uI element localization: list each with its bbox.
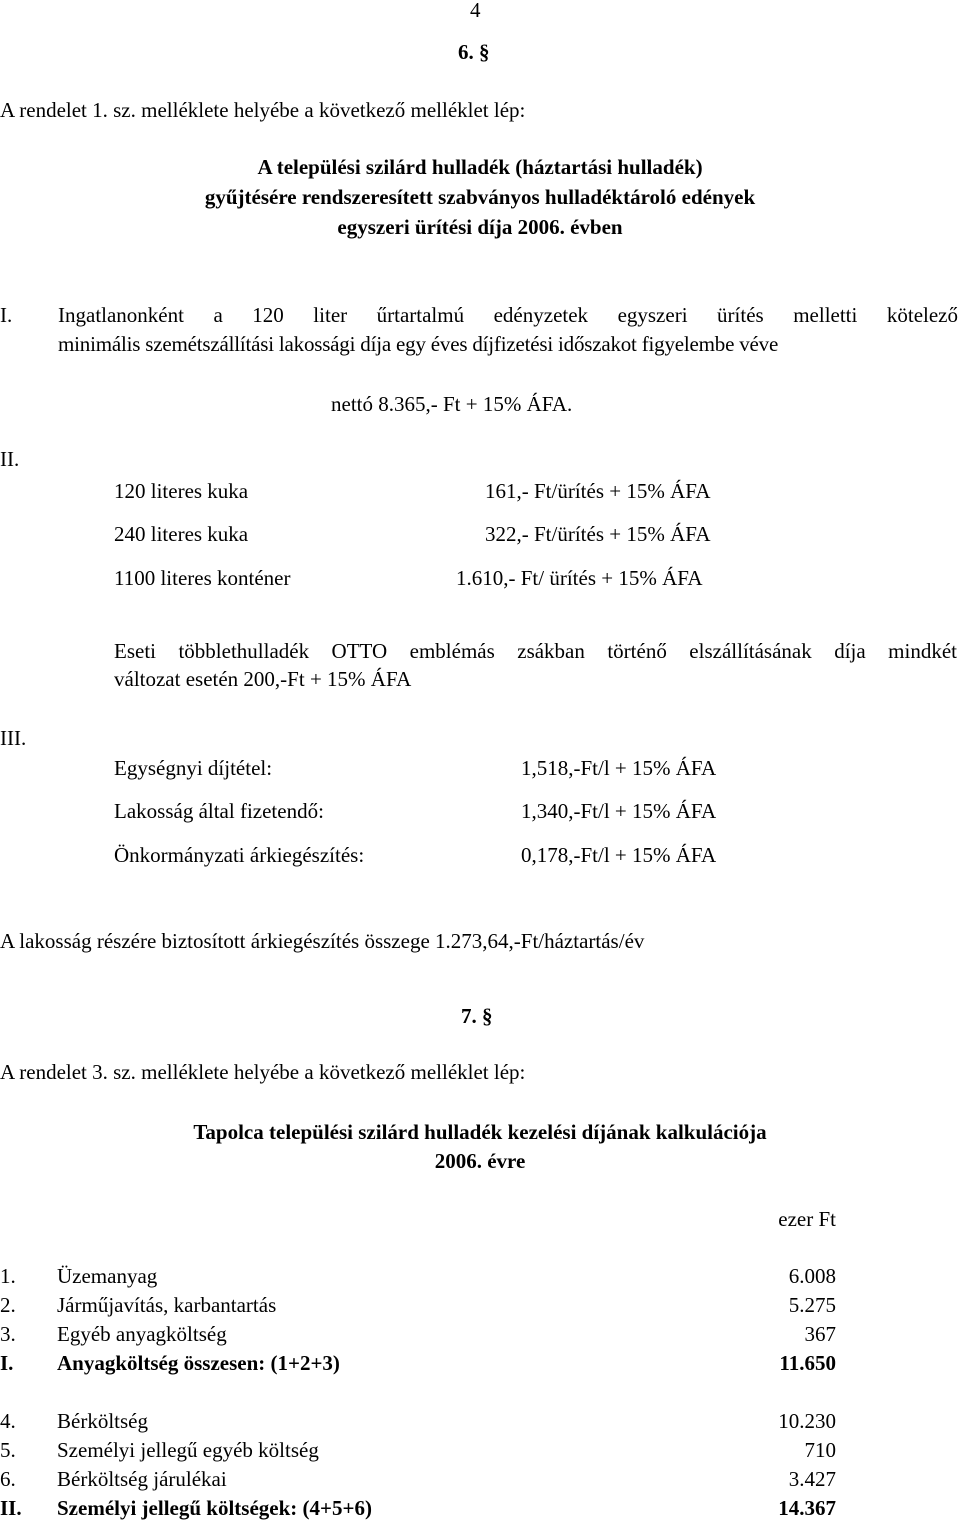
cost-subtotal-num-1: I. [0,1351,14,1375]
cost-row-value-5: 710 [804,1438,836,1462]
section-7-title-line-1: Tapolca települési szilárd hulladék kezelési díjának kalkulációja [193,1120,767,1144]
section-7-intro: A rendelet 3. sz. melléklete helyébe a következő melléklet lép: [0,1060,526,1084]
part-3-label: III. [0,726,27,750]
cost-row-num-5: 5. [0,1438,16,1462]
cost-subtotal-label-1: Anyagköltség összesen: (1+2+3) [57,1351,340,1375]
part-2-note-line-2: változat esetén 200,-Ft + 15% ÁFA [114,667,412,691]
cost-row-value-3: 367 [804,1322,836,1346]
cost-unit-label: ezer Ft [778,1207,836,1231]
part-2-price-1: 161,- Ft/ürítés + 15% ÁFA [485,479,711,503]
part-3-item-2: Lakosság által fizetendő: [114,799,324,823]
cost-row-value-1: 6.008 [788,1264,836,1288]
part-3-item-3: Önkormányzati árkiegészítés: [114,843,365,867]
cost-row-value-2: 5.275 [788,1293,836,1317]
cost-row-value-6: 3.427 [788,1467,836,1491]
section-6-summary: A lakosság részére biztosított árkiegészítés összege 1.273,64,-Ft/háztartás/év [0,929,645,953]
part-1-label: I. [0,303,13,327]
part-1-text-line-2: minimális szemétszállítási lakossági díja egy éves díjfizetési időszakot figyelembe véve [58,332,779,356]
section-6-intro: A rendelet 1. sz. melléklete helyébe a következő melléklet lép: [0,98,526,122]
cost-row-num-1: 1. [0,1264,16,1288]
cost-subtotal-value-1: 11.650 [779,1351,836,1375]
part-2-price-3: 1.610,- Ft/ ürítés + 15% ÁFA [456,566,703,590]
cost-row-num-4: 4. [0,1409,16,1433]
part-2-item-3: 1100 literes konténer [114,566,291,590]
part-1-price: nettó 8.365,- Ft + 15% ÁFA. [331,392,573,416]
part-2-label: II. [0,447,20,471]
part-1-text-line-1: Ingatlanonként a 120 liter űrtartalmú edényzetek egyszeri ürítés melletti kötelező [58,303,958,327]
part-2-item-2: 240 literes kuka [114,522,249,546]
page-number: 4 [470,0,481,22]
cost-row-label-6: Bérköltség járulékai [57,1467,227,1491]
part-3-price-1: 1,518,-Ft/l + 15% ÁFA [521,756,717,780]
cost-row-num-6: 6. [0,1467,16,1491]
cost-subtotal-num-2: II. [0,1496,22,1520]
cost-row-label-2: Járműjavítás, karbantartás [57,1293,277,1317]
section-7-title-line-2: 2006. évre [434,1149,526,1173]
part-3-price-3: 0,178,-Ft/l + 15% ÁFA [521,843,717,867]
cost-row-label-5: Személyi jellegű egyéb költség [57,1438,319,1462]
cost-row-value-4: 10.230 [778,1409,836,1433]
cost-subtotal-value-2: 14.367 [778,1496,836,1520]
part-3-price-2: 1,340,-Ft/l + 15% ÁFA [521,799,717,823]
part-3-item-1: Egységnyi díjtétel: [114,756,273,780]
section-6-title-line-3: egyszeri ürítési díja 2006. évben [337,215,623,239]
cost-row-label-1: Üzemanyag [57,1264,158,1288]
part-2-item-1: 120 literes kuka [114,479,249,503]
part-2-price-2: 322,- Ft/ürítés + 15% ÁFA [485,522,711,546]
cost-row-label-4: Bérköltség [57,1409,148,1433]
cost-row-num-2: 2. [0,1293,16,1317]
cost-row-num-3: 3. [0,1322,16,1346]
section-6-title-line-2: gyűjtésére rendszeresített szabványos hulladéktároló edények [204,185,756,209]
cost-row-label-3: Egyéb anyagköltség [57,1322,227,1346]
cost-subtotal-label-2: Személyi jellegű költségek: (4+5+6) [57,1496,372,1520]
section-6-heading: 6. § [458,40,490,64]
part-2-note-line-1: Eseti többlethulladék OTTO emblémás zsákban történő elszállításának díja mindkét [114,639,957,663]
section-7-heading: 7. § [461,1004,493,1028]
section-6-title-line-1: A települési szilárd hulladék (háztartási hulladék) [257,155,703,179]
